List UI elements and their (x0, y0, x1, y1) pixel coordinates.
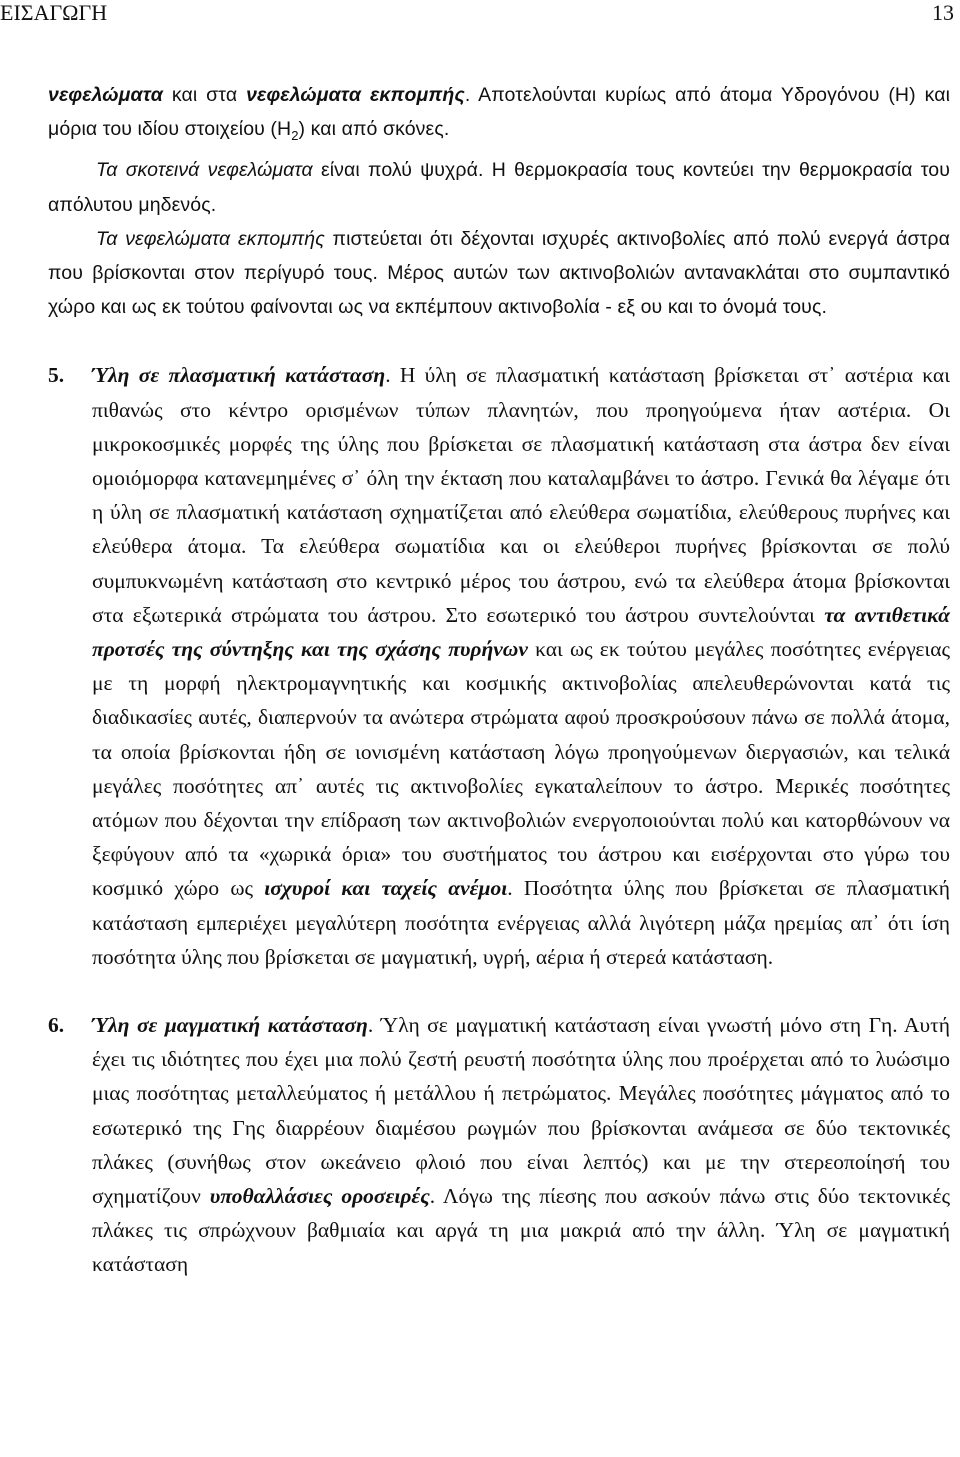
section-spacer (48, 324, 950, 358)
page-header (0, 0, 960, 26)
running-head-title: ΕΙΣΑΓΩΓΗ (0, 0, 108, 25)
subscript-two: 2 (291, 128, 299, 144)
term-emission-nebulae: νεφελώματα εκπομπής (246, 84, 465, 106)
page-number: 13 (932, 0, 954, 25)
section-5-number: 5. (48, 363, 65, 388)
section-5-heading: Ύλη σε πλασματική κατάσταση (92, 363, 386, 388)
term-submarine-ridges: υποθαλλάσιες οροσειρές (209, 1183, 430, 1208)
term-dark-nebulae: Τα σκοτεινά νεφελώματα (96, 159, 313, 182)
paragraph-nebulae-composition: νεφελώματα και στα νεφελώματα εκπομπής. Αποτελούνται κυρίως από άτομα Υδρογόνου (Η) και μόρια του ιδίου στοιχείου $(H_2)$ και από σκόνες. (48, 84, 951, 144)
term-emission-nebulae-italic: Τα νεφελώματα εκπομπής (96, 227, 325, 250)
document-body (48, 78, 950, 1282)
paragraph-emission-nebulae: Τα νεφελώματα εκπομπής πιστεύεται ότι δέχονται ισχυρές ακτινοβολίες από πολύ ενεργά άστρα που βρίσκονται στον περίγυρό τους. Μέρος αυτών των ακτινοβολιών αντανακλάται στο συμπαντικό χώρο και ως εκ τούτου φαίνονται ως να εκπέμπουν ακτινοβολία - εξ ου και το όνομά τους. (48, 227, 951, 319)
section-6-magma: 6. Ύλη σε μαγματική κατάσταση. Ύλη σε μαγματική κατάσταση είναι γνωστή μόνο στη Γη. Αυτή έχει τις ιδιότητες που έχει μια πολύ ζεστή ρευστή ποσότητα ύλης που προέρχεται από το λυώσιμο μιας ποσότητας μεταλλεύματος ή μετάλλου ή πετρώματος. Μεγάλες ποσότητες μάγματος από το εσωτερικό της Γης διαρρέουν διαμέσου ρωγμών που βρίσκονται ανάμεσα σε δύο τεκτονικές πλάκες (συνήθως στον ωκεάνειο φλοιό που είναι λεπτός) και με την στερεοποίησή του σχηματίζουν υποθαλλάσιες οροσειρές. Λόγω της πίεσης που ασκούν πάνω στις δύο τεκτονικές πλάκες τις σπρώχνουν βαθμιαία και αργά τη μια μακριά από την άλλη. Ύλη σε μαγματική κατάσταση (48, 1008, 950, 1282)
term-fusion-fission: τα αντιθετικά προτσές της σύντηξης και της σχάσης πυρήνων (92, 602, 950, 661)
section-spacer (48, 974, 950, 1008)
term-nebulae: νεφελώματα (48, 84, 163, 106)
section-6-number: 6. (48, 1012, 65, 1037)
section-6-heading: Ύλη σε μαγματική κατάσταση (92, 1012, 368, 1037)
term-stellar-winds: ισχυροί και ταχείς ανέμοι (264, 876, 508, 901)
section-5-plasma: 5. Ύλη σε πλασματική κατάσταση. Η ύλη σε πλασματική κατάσταση βρίσκεται στ᾽ αστέρια και πιθανώς στο κέντρο ορισμένων τύπων πλανητών, που προηγούμενα ήταν αστέρια. Οι μικροκοσμικές μορφές της ύλης που βρίσκεται σε πλασματική κατάσταση στα άστρα δεν είναι ομοιόμορφα κατανεμημένες σ᾽ όλη την έκταση που καταλαμβάνει το άστρο. Γενικά θα λέγαμε ότι η ύλη σε πλασματική κατάσταση σχηματίζεται από ελεύθερα σωματίδια, ελεύθερους πυρήνες και ελεύθερα άτομα. Τα ελεύθερα σωματίδια και οι ελεύθεροι πυρήνες βρίσκονται σε πολύ συμπυκνωμένη κατάσταση στο κεντρικό μέρος του άστρου, ενώ τα ελεύθερα άτομα βρίσκονται στα εξωτερικά στρώματα του άστρου. Στο εσωτερικό του άστρου συντελούνται τα αντιθετικά προτσές της σύντηξης και της σχάσης πυρήνων και ως εκ τούτου μεγάλες ποσότητες ενέργειας με τη μορφή ηλεκτρομαγνητικής και κοσμικής ακτινοβολίας απελευθερώνονται κατά τις διαδικασίες αυτές, διαπερνούν τα ανώτερα στρώματα αφού προσκρούσουν πάνω σε πολλά άτομα, τα οποία βρίσκονται ήδη σε ιονισμένη κατάσταση λόγω προηγούμενων διεργασιών, και τελικά μεγάλες ποσότητες απ᾽ αυτές τις ακτινοβολίες εγκαταλείπουν το άστρο. Μερικές ποσότητες ατόμων που δέχονται την επίδραση των ακτινοβολιών ενεργοποιούνται πολύ και κατορθώνουν να ξεφύγουν από τα «χωρικά όρια» του συστήματος του άστρου και εισέρχονται στο γύρω του κοσμικό χώρο ως ισχυροί και ταχείς ανέμοι. Ποσότητα ύλης που βρίσκεται σε πλασματική κατάσταση εμπεριέχει μεγαλύτερη ποσότητα ενέργειας αλλά λιγότερη μάζα ηρεμίας απ᾽ ότι ίση ποσότητα ύλης που βρίσκεται σε μαγματική, υγρή, αέρια ή στερεά κατάσταση. (48, 358, 950, 974)
paragraph-dark-nebulae: Τα σκοτεινά νεφελώματα είναι πολύ ψυχρά. Η θερμοκρασία τους κοντεύει την θερμοκρασία του απόλυτου μηδενός. (48, 159, 950, 216)
